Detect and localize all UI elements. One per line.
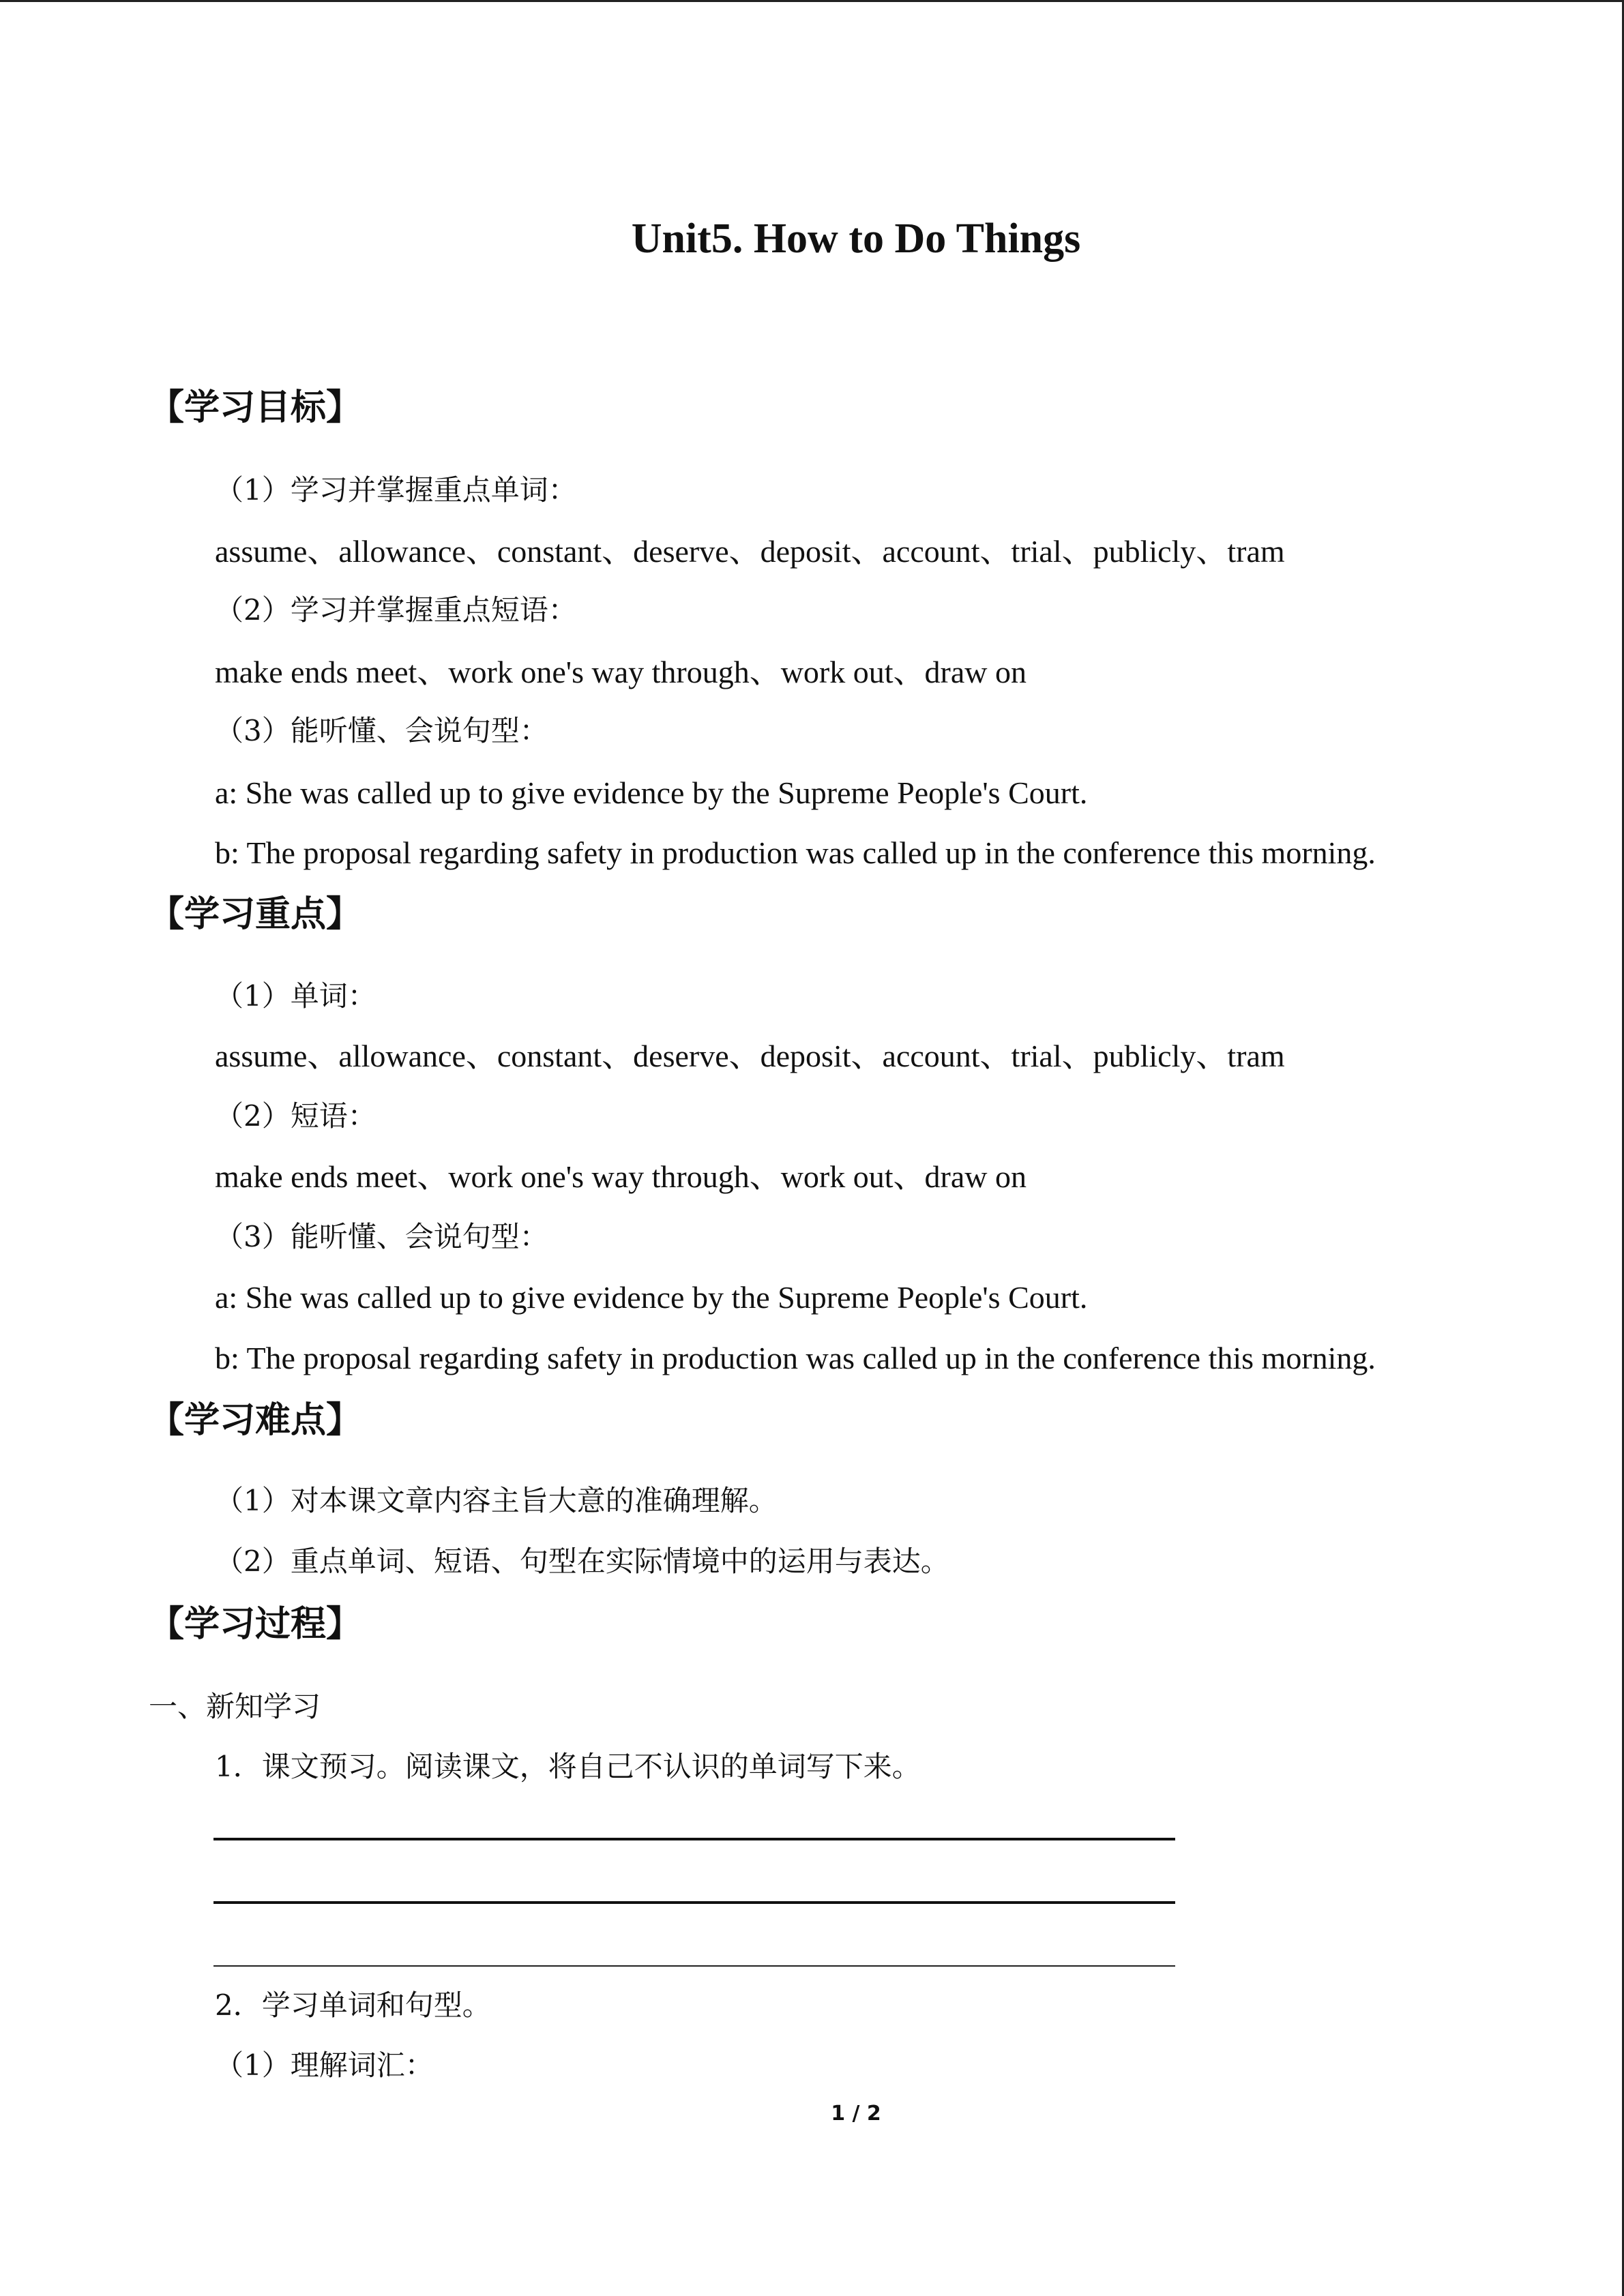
section-heading-difficulties: 【学习难点】	[149, 1400, 362, 1441]
key-points-item2-phrases: make ends meet、work one's way through、work out、draw on	[215, 1159, 1027, 1194]
page-number: 1 / 2	[831, 2102, 881, 2126]
answer-blank-line[interactable]	[213, 1838, 1175, 1840]
key-points-item1-words: assume、allowance、constant、deserve、deposit、account、trial、publicly、tram	[215, 1039, 1285, 1073]
key-points-item1-label: （1）单词：	[215, 979, 377, 1013]
page-border-top	[0, 0, 1624, 2]
answer-blank-line[interactable]	[213, 1901, 1175, 1904]
process-part1-label: 一、新知学习	[149, 1690, 321, 1723]
page-title: Unit5. How to Do Things	[631, 215, 1081, 262]
difficulties-item1: （1）对本课文章内容主旨大意的准确理解。	[215, 1484, 778, 1517]
key-points-sentence-a: a: She was called up to give evidence by the Supreme People's Court.	[215, 1280, 1088, 1315]
objectives-sentence-a: a: She was called up to give evidence by the Supreme People's Court.	[215, 775, 1088, 810]
difficulties-item2: （2）重点单词、短语、句型在实际情境中的运用与表达。	[215, 1545, 949, 1578]
key-points-item3-label: （3）能听懂、会说句型：	[215, 1220, 548, 1253]
objectives-item1-label: （1）学习并掌握重点单词：	[215, 473, 577, 507]
process-step1: 1．课文预习。阅读课文，将自己不认识的单词写下来。	[215, 1750, 921, 1783]
section-heading-objectives: 【学习目标】	[149, 387, 362, 428]
answer-blank-line[interactable]	[213, 1965, 1175, 1967]
key-points-sentence-b: b: The proposal regarding safety in production was called up in the conference this morning.	[215, 1341, 1376, 1375]
process-step2: 2．学习单词和句型。	[215, 1988, 491, 2022]
section-heading-key-points: 【学习重点】	[149, 894, 362, 935]
process-step2-sub1: （1）理解词汇：	[215, 2048, 434, 2082]
objectives-item2-label: （2）学习并掌握重点短语：	[215, 593, 577, 627]
objectives-item2-phrases: make ends meet、work one's way through、work out、draw on	[215, 655, 1027, 689]
objectives-item3-label: （3）能听懂、会说句型：	[215, 714, 548, 747]
objectives-item1-words: assume、allowance、constant、deserve、deposit、account、trial、publicly、tram	[215, 534, 1285, 569]
objectives-sentence-b: b: The proposal regarding safety in production was called up in the conference this morning.	[215, 835, 1376, 870]
section-heading-process: 【学习过程】	[149, 1604, 362, 1645]
key-points-item2-label: （2）短语：	[215, 1099, 377, 1133]
